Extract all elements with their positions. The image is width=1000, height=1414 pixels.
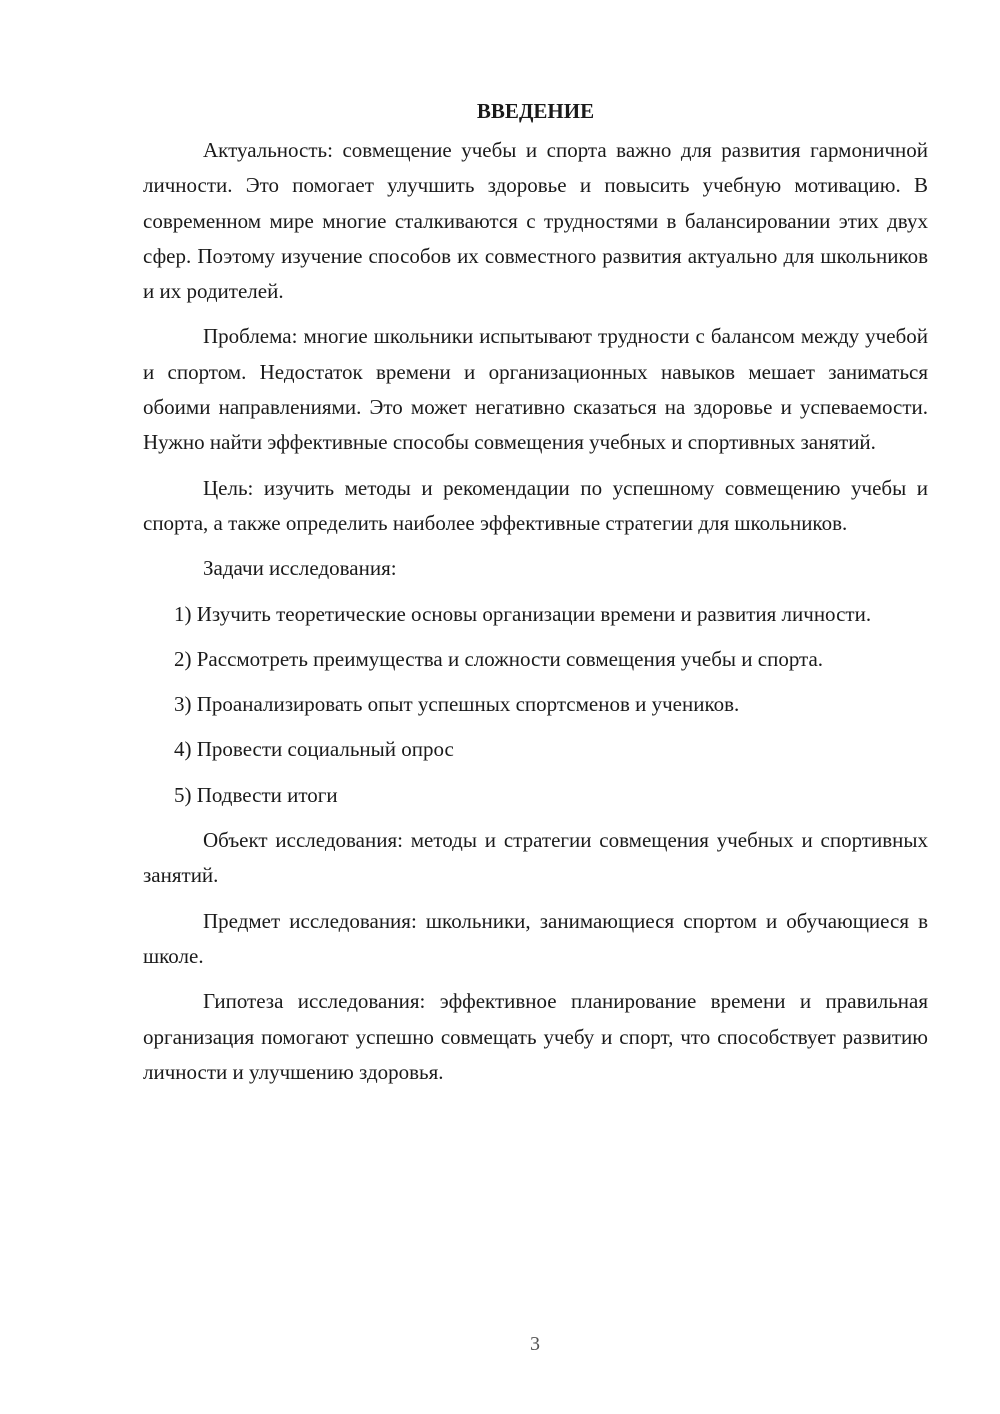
task-item: 1) Изучить теоретические основы организации времени и развития личности. [174, 601, 872, 626]
relevance-paragraph: Актуальность: совмещение учебы и спорта важно для развития гармоничной личности. Это помогает улучшить здоровье и повысить учебную мотивацию. В современном мире многие сталкиваются с трудностями в балансировании этих двух сфер. Поэтому изучение способов их совместного развития актуально для школьников и их родителей. [143, 138, 928, 304]
page-number: 3 [530, 1333, 540, 1355]
hypothesis-paragraph: Гипотеза исследования: эффективное планирование времени и правильная организация помогают успешно совмещать учебу и спорт, что способствует развитию личности и улучшению здоровья. [143, 989, 928, 1084]
subject-paragraph: Предмет исследования: школьники, занимающиеся спортом и обучающиеся в школе. [143, 908, 928, 968]
section-title: ВВЕДЕНИЕ [476, 99, 595, 123]
task-item: 2) Рассмотреть преимущества и сложности совмещения учебы и спорта. [174, 646, 824, 671]
task-item: 4) Провести социальный опрос [174, 737, 454, 762]
task-item: 5) Подвести итоги [174, 782, 338, 807]
document-body [143, 96, 928, 1100]
problem-paragraph: Проблема: многие школьники испытывают трудности с балансом между учебой и спортом. Недостаток времени и организационных навыков мешает заниматься обоими направлениями. Это может негативно сказаться на здоровье и успеваемости. Нужно найти эффективные способы совмещения учебных и спортивных занятий. [143, 324, 928, 455]
tasks-heading: Задачи исследования: [203, 556, 397, 581]
goal-paragraph: Цель: изучить методы и рекомендации по успешному совмещению учебы и спорта, а также определить наиболее эффективные стратегии для школьников. [143, 475, 928, 535]
object-paragraph: Объект исследования: методы и стратегии совмещения учебных и спортивных занятий. [143, 828, 928, 888]
task-item: 3) Проанализировать опыт успешных спортсменов и учеников. [174, 692, 740, 717]
